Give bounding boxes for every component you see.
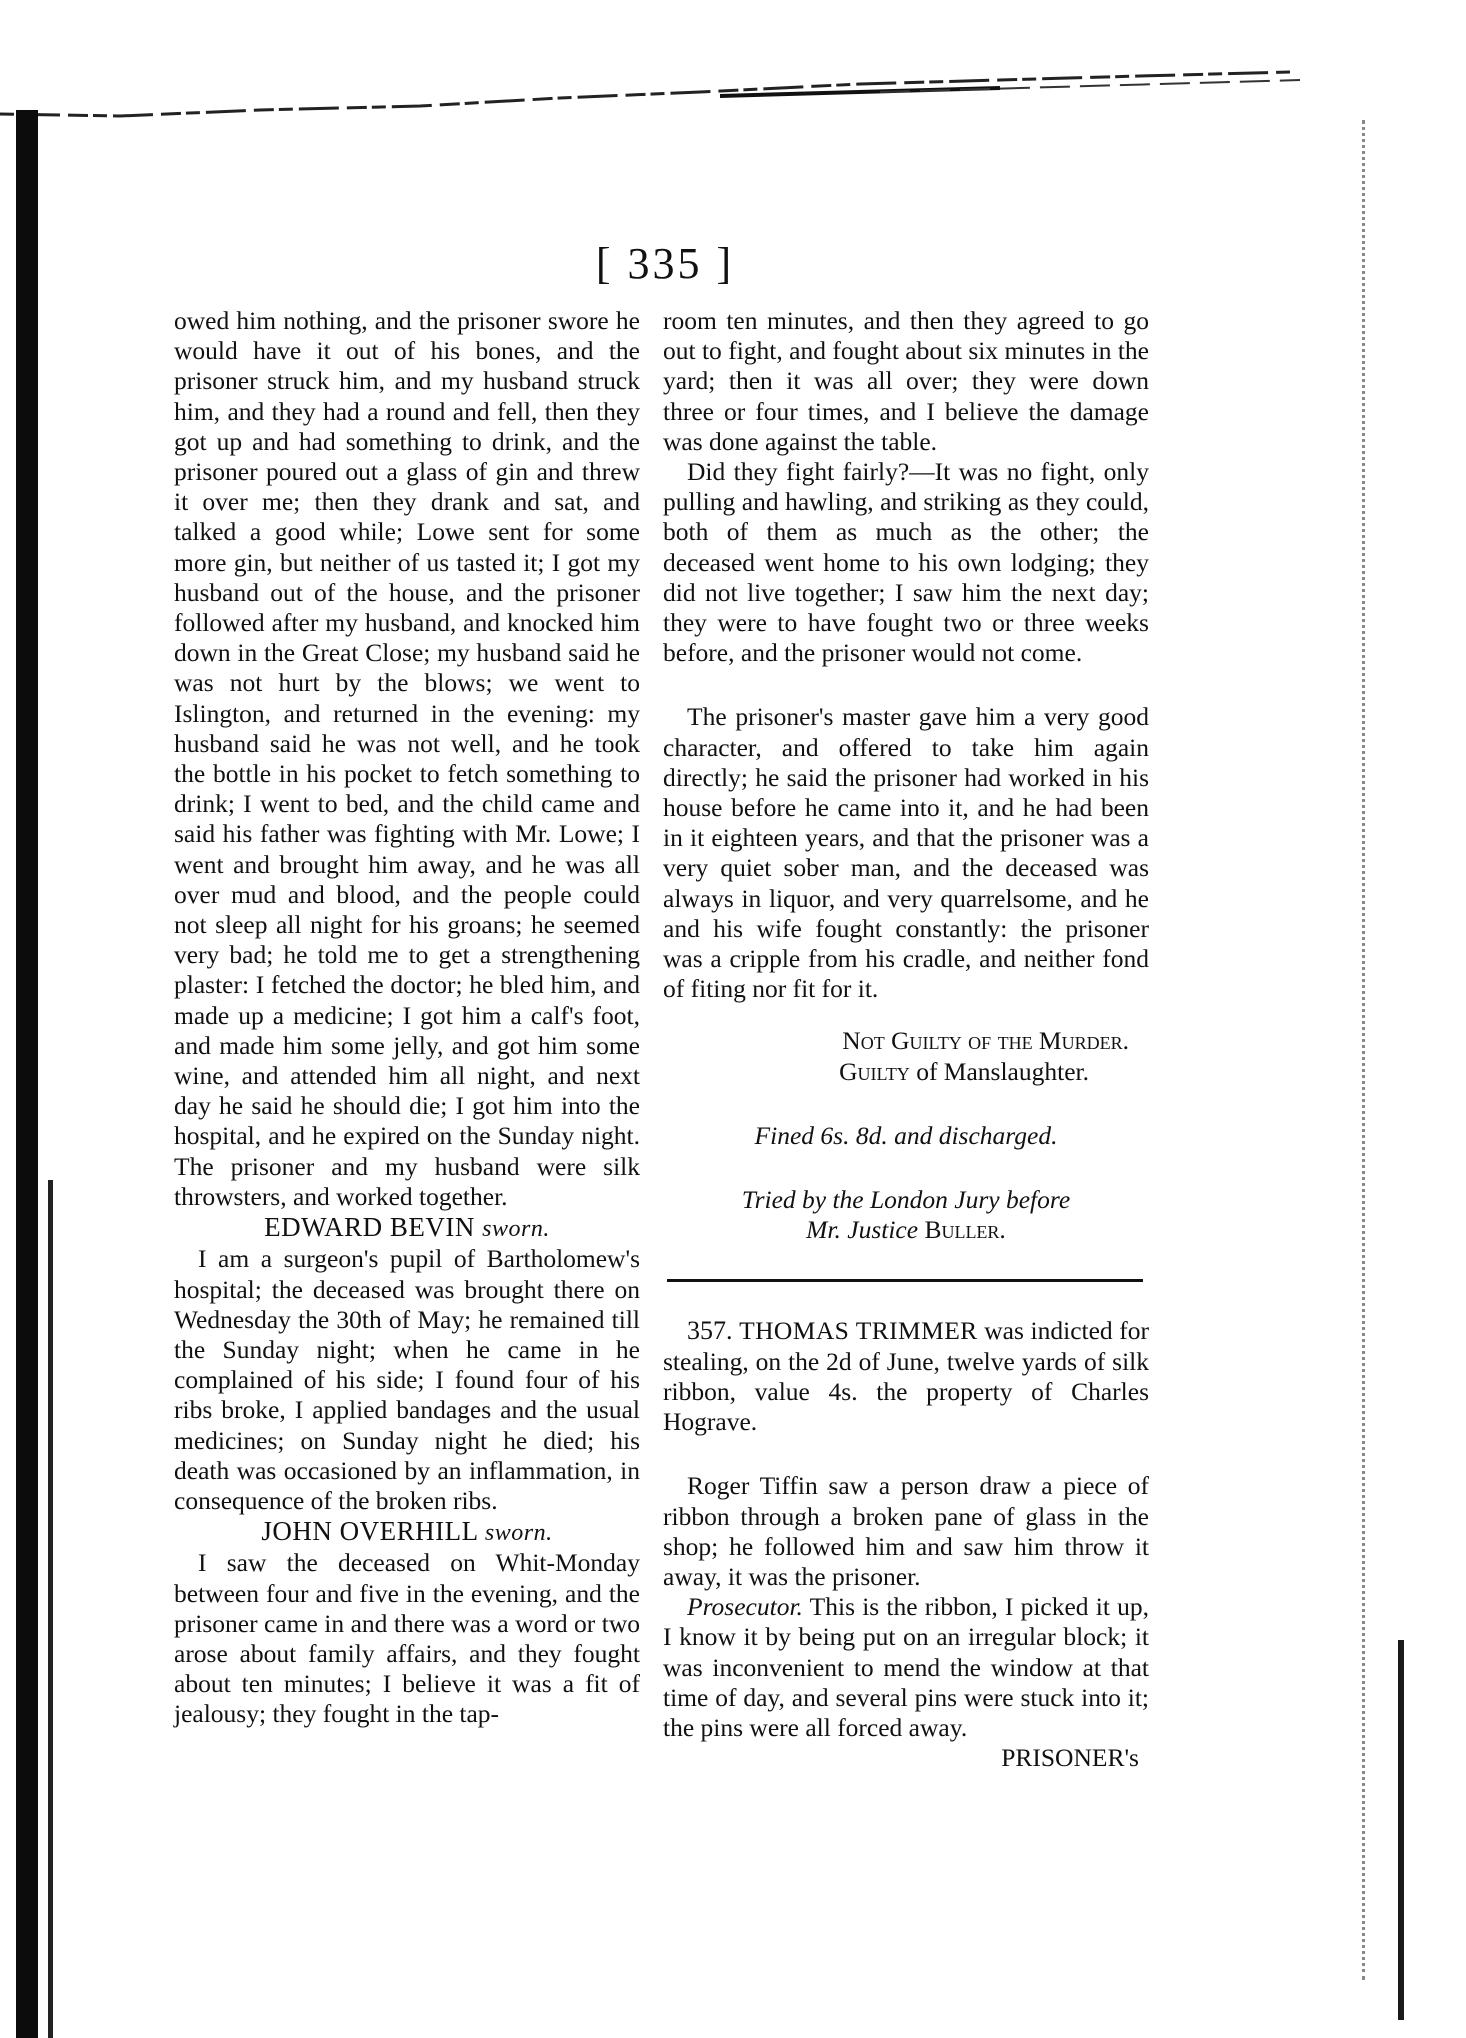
section-rule bbox=[667, 1279, 1143, 1282]
tried-by-line: Tried by the London Jury before bbox=[741, 1185, 1071, 1215]
verdict-guilty: Guilty bbox=[839, 1056, 910, 1086]
scanned-top-edge bbox=[0, 40, 1466, 130]
sworn-label: sworn. bbox=[482, 1216, 550, 1243]
witness-name: JOHN OVERHILL bbox=[261, 1516, 478, 1547]
prosecutor-label: Prosecutor. bbox=[687, 1592, 803, 1622]
prosecutor-text: This is the ribbon, I picked it up, I know it by being put on an irregular block; it was inconvenient to mend the window at that time of day, and several pins were stuck into it; the pins were all forced away. bbox=[663, 1592, 1149, 1742]
page-edge-dots bbox=[1362, 120, 1375, 1980]
testimony-bevin: I am a surgeon's pupil of Bartholomew's hospital; the deceased was brought there on Wednesday the 30th of May; he remained till the Sunday night; when he came in he complained of his side; I found four of his ribs broke, I applied bandages and the usual medicines; on Sunday night he died; his death was occasioned by an inflammation, in consequence of the broken ribs. bbox=[174, 1244, 640, 1515]
catchword: PRISONER's bbox=[1001, 1743, 1139, 1773]
binding-edge-line bbox=[48, 1180, 53, 2038]
verdict-charge: of Manslaughter. bbox=[916, 1056, 1089, 1086]
testimony-overhill: I saw the deceased on Whit-Monday between four and five in the evening, and the prisoner came in and there was a word or two arose about family affairs, and they fought about ten minutes; I believe it was a fit of jealousy; they fought in the tap- bbox=[174, 1548, 640, 1729]
prosecutor-testimony bbox=[663, 1592, 1149, 1743]
question-answer: Did they fight fairly?—It was no fight, only pulling and hawling, and striking as they could, both of them as much as the other; the deceased went home to his own lodging; they did not live together; I saw him the next day; they were to have fought two or three weeks before, and the prisoner would not come. bbox=[663, 457, 1149, 668]
indictment-text: was indicted for stealing, on the 2d of June, twelve yards of silk ribbon, value 4s. the property of Charles Hograve. bbox=[663, 1316, 1150, 1437]
testimony-continued: owed him nothing, and the prisoner swore he would have it out of his bones, and the prisoner struck him, and my husband struck him, and they had a round and fell, then they got up and had something to drink, and the prisoner poured out a glass of gin and threw it over me; then they drank and sat, and talked a good while; Lowe sent for some more gin, but neither of us tasted it; I got my husband out of the house, and the prisoner followed after my husband, and knocked him down in the Great Close; my husband said he was not hurt by the blows; we went to Islington, and returned in the evening: my husband said he was not well, and he took the bottle in his pocket to fetch something to drink; I went to bed, and the child came and said his father was fighting with Mr. Lowe; I went and brought him away, and he was all over mud and blood, and the people could not sleep all night for his groans; he seemed very bad; he told me to get a strengthening plaster: I fetched the doctor; he bled him, and made up a medicine; I got him a calf's foot, and made him some jelly, and got him some wine, and attended him all night, and next day he said he should die; I got him into the hospital, and he expired on the Sunday night. The prisoner and my husband were silk throwsters, and worked together. bbox=[174, 306, 640, 1211]
page-edge-shadow bbox=[1398, 1640, 1404, 2020]
witness-heading-bevin bbox=[174, 1212, 640, 1244]
binding-spine-shadow bbox=[16, 110, 38, 2038]
verdict-manslaughter bbox=[663, 1057, 1149, 1087]
sentence: Fined 6s. 8d. and discharged. bbox=[754, 1120, 1058, 1150]
justice-title: Mr. Justice bbox=[806, 1215, 919, 1245]
verdict-murder: Not Guilty of the Murder. bbox=[842, 1026, 1129, 1056]
testimony-overhill-continued: room ten minutes, and then they agreed to go out to fight, and fought about six minutes in the yard; then it was all over; they were down three or four times, and I believe the damage was done against the table. bbox=[663, 306, 1149, 456]
left-column bbox=[174, 306, 640, 1730]
right-column bbox=[663, 306, 1149, 1773]
witness-heading-overhill bbox=[174, 1516, 640, 1548]
case-number: 357. bbox=[687, 1316, 733, 1346]
justice-line bbox=[663, 1215, 1149, 1245]
defendant-name: THOMAS TRIMMER bbox=[739, 1316, 978, 1346]
judge-name: Buller. bbox=[924, 1215, 1006, 1245]
page-number: [ 335 ] bbox=[595, 239, 735, 288]
sworn-label: sworn. bbox=[484, 1520, 553, 1547]
character-evidence: The prisoner's master gave him a very good character, and offered to take him again directly; he said the prisoner had worked in his house before he came into it, and he had been in it eighteen years, and that the prisoner was a very quiet sober man, and the deceased was always in liquor, and very quarrelsome, and he and his wife fought constantly: the prisoner was a cripple from his cradle, and neither fond of fiting nor fit for it. bbox=[663, 702, 1149, 1004]
evidence-tiffin: Roger Tiffin saw a person draw a piece of ribbon through a broken pane of glass in the shop; he followed him and saw him throw it away, it was the prisoner. bbox=[663, 1471, 1149, 1591]
witness-name: EDWARD BEVIN bbox=[264, 1212, 475, 1243]
case-indictment bbox=[663, 1316, 1149, 1437]
